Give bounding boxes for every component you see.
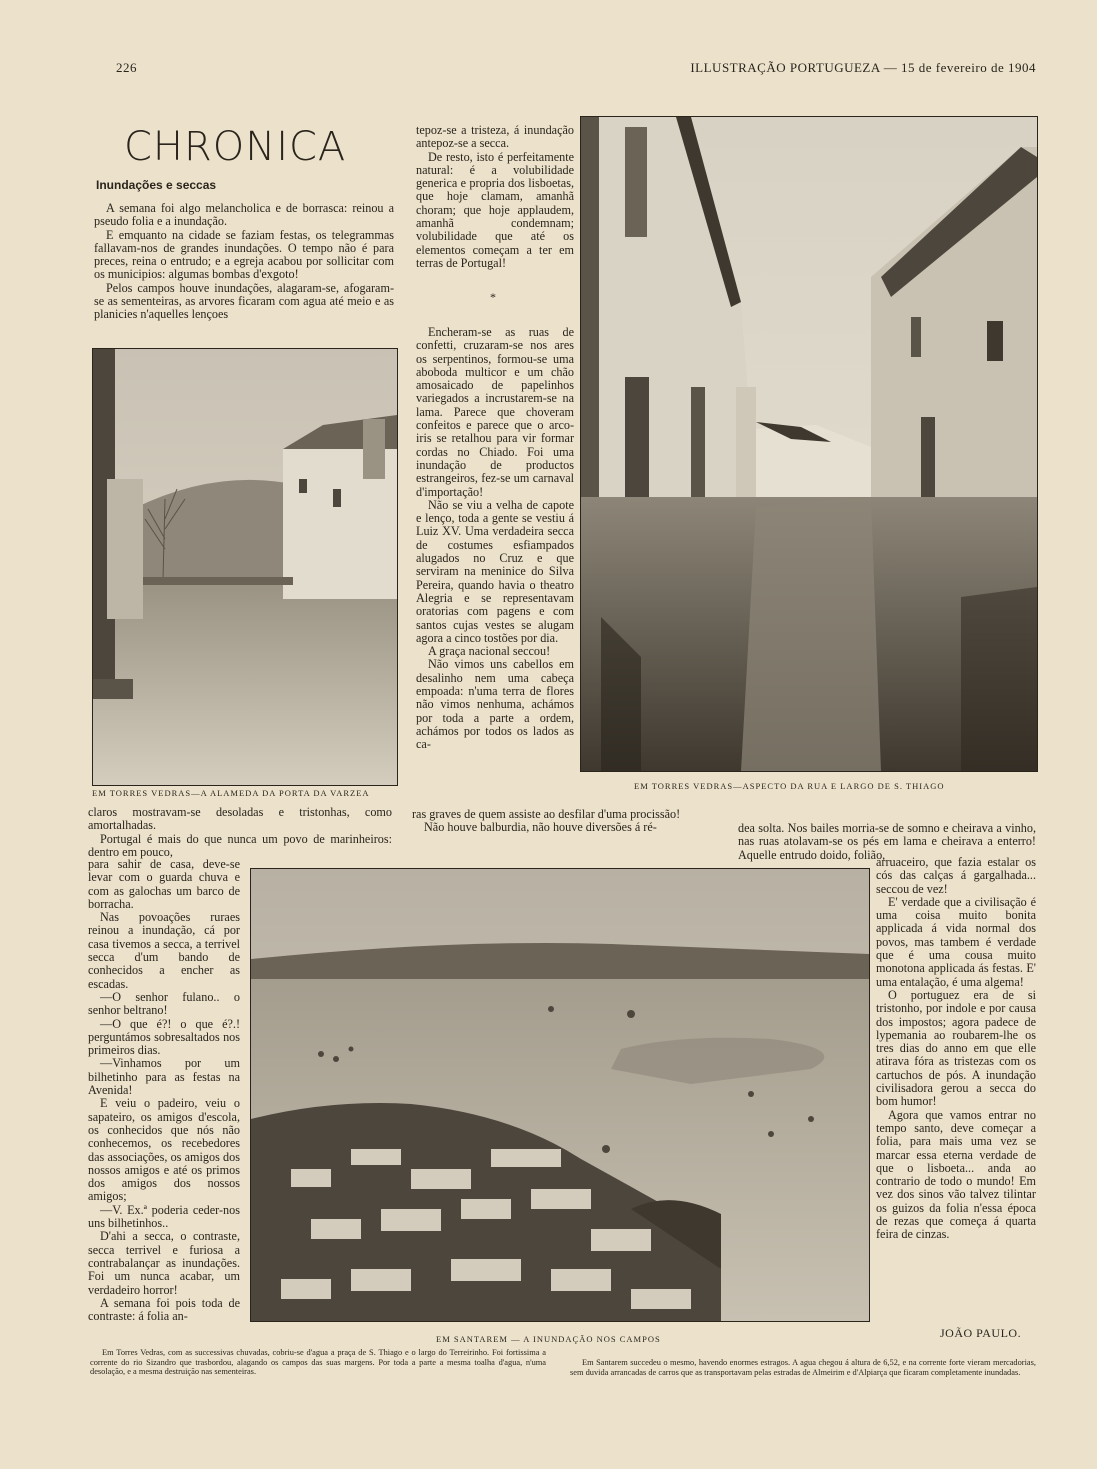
column-2-top	[416, 124, 574, 270]
footnote-right	[570, 1358, 1036, 1377]
paragraph: A semana foi algo melancholica e de borrasca: reinou a pseudo folia e a inundação.	[94, 201, 394, 229]
paragraph: arruaceiro, que fazia estalar os cós das calças á gargalhada... seccou de vez!	[876, 855, 1036, 896]
paragraph: Não houve balburdia, não houve diversões á ré-	[424, 820, 657, 835]
paragraph: —O que é?! o que é?.! perguntámos sobresaltados nos primeiros dias.	[88, 1016, 240, 1058]
column-3-narrow	[876, 856, 1036, 1242]
footnote-text: Em Torres Vedras, com as successivas chuvadas, cobriu-se d'agua a praça de S. Thiago e o largo do Terreirinho. Foi fortissima a corrente do rio Sizandro que trasbordou, alagando os campos das suas margens. Por toda a parte a mesma toalha d'agua, n'uma desolação, e a mesma destruição nas sementeiras.	[90, 1348, 546, 1377]
column-2-middle	[416, 326, 574, 752]
column-1-continued	[88, 806, 392, 859]
footnote-left	[90, 1348, 546, 1377]
photo-2-caption: EM TORRES VEDRAS—ASPECTO DA RUA E LARGO DE S. THIAGO	[634, 781, 945, 791]
paragraph: A semana foi pois toda de contraste: á folia an-	[88, 1295, 240, 1324]
paragraph: Nas povoações ruraes reinou a inundação, cá por casa tivemos a secca, a terrivel secca d'um bando de conhecidos a encher as escadas.	[88, 910, 240, 991]
paragraph: Portugal é mais do que nunca um povo de marinheiros: dentro em pouco,	[88, 831, 392, 859]
paragraph: dea solta. Nos bailes morria-se de somno e cheirava a vinho, nas ruas atolavam-se os pés em lama e cheirava a enterro! Aquelle entrudo doido, folião,	[738, 821, 1036, 862]
footnote-text: Em Santarem succedeu o mesmo, havendo enormes estragos. A agua chegou á altura de 6,52, e na corrente forte vieram mercadorias, sem duvida arrancadas de carros que as transportavam pelas estradas de Almeirim e d'Alpiarça que ficaram completamente inundadas.	[570, 1358, 1036, 1377]
paragraph: O portuguez era de si tristonho, por indole e por causa dos impostos; agora padece de lypemania ao roubarem-lhe os tres dias do anno em que elle atirava fóra as tristezas com os cartuchos de pós. A inundação civilisadora gerou a secca do bom humor!	[876, 987, 1036, 1109]
photo-torres-vedras-alameda	[92, 348, 398, 786]
paragraph: Pelos campos houve inundações, alagaram-se, afogaram-se as sementeiras, as arvores ficaram com agua até meio e as planicies n'aquelles lençoes	[94, 280, 394, 322]
column-1-top	[94, 202, 394, 322]
paragraph: ras graves de quem assiste ao desfilar d'uma procissão!	[412, 807, 681, 821]
running-header: ILLUSTRAÇÃO PORTUGUEZA — 15 de fevereiro de 1904	[690, 60, 1036, 75]
article-title: CHRONICA	[124, 124, 347, 170]
photo-1-caption: EM TORRES VEDRAS—A ALAMEDA DA PORTA DA VARZEA	[92, 788, 370, 798]
column-1-narrow	[88, 858, 240, 1323]
paragraph: —V. Ex.ª poderia ceder-nos uns bilhetinhos..	[88, 1202, 240, 1231]
paragraph: para sahir de casa, deve-se levar com o guarda chuva e com as galochas um barco de borracha.	[88, 857, 240, 911]
paragraph: tepoz-se a tristeza, á inundação antepoz-se a secca.	[416, 123, 574, 151]
photo-3-caption: EM SANTAREM — A INUNDAÇÃO NOS CAMPOS	[436, 1334, 661, 1344]
section-asterisk: *	[490, 290, 496, 304]
photo-santarem-inundacao	[250, 868, 870, 1322]
paragraph: E' verdade que a civilisação é uma coisa muito bonita applicada á vida normal dos povos, mas tambem é verdade que é uma cousa muito monotona applicada ás festas. E' uma entalação, é uma algema!	[876, 894, 1036, 989]
paragraph: —O senhor fulano.. o senhor beltrano!	[88, 989, 240, 1018]
paragraph: E veiu o padeiro, veiu o sapateiro, os amigos d'escola, os conhecidos que nós não conhecemos, os recebedores das associações, os amigos dos nossos amigos e até os primos dos amigos dos nossos amigos;	[88, 1096, 240, 1204]
article-subtitle: Inundações e seccas	[96, 178, 217, 192]
paragraph: —Vinhamos por um bilhetinho para as festas na Avenida!	[88, 1056, 240, 1098]
paragraph: D'ahi a secca, o contraste, secca terrivel e furiosa a contrabalançar as inundações. Foi um nunca acabar, um verdadeiro horror!	[88, 1229, 240, 1297]
paragraph: De resto, isto é perfeitamente natural: é a volubilidade generica e propria dos lisboetas, que hoje clamam, amanhã choram; que hoje applaudem, amanhã condemnam; volubilidade que até os elementos começam a ter em terras de Portugal!	[416, 149, 574, 270]
paragraph: claros mostravam-se desoladas e tristonhas, como amortalhadas.	[88, 805, 392, 833]
page-number: 226	[116, 60, 137, 75]
paragraph: Agora que vamos entrar no tempo santo, deve começar a folia, para mais uma vez se marcar essa eterna verdade de que o lisboeta... anda ao contrario de todo o mundo! Em vez dos sinos vão talvez tilintar os guizos da folia n'essa época de rezas que começa á quarta feira de cinzas.	[876, 1107, 1036, 1242]
column-2-wide	[412, 808, 732, 835]
author-signature: JOÃO PAULO.	[940, 1326, 1022, 1340]
photo-torres-vedras-rua	[580, 116, 1038, 772]
paragraph: Encheram-se as ruas de confetti, cruzaram-se nos ares os serpentinos, formou-se uma aboboda multicor e um chão amosaicado de papelinhos variegados a incrustarem-se na lama. Parece que choveram confeitos e parece que o arco-iris se retalhou para vir formar cordas no Chiado. Foi uma inundação de productos estrangeiros, fez-se um carnaval d'importação!	[416, 325, 574, 499]
paragraph: Não se viu a velha de capote e lenço, toda a gente se vestiu á Luiz XV. Uma verdadeira secca de costumes esfiampados alugados no Cruz e que serviram na meninice do Silva Pereira, quando havia o theatro Alegria e se representavam oratorias com pagens e com santos cujas vestes se alugam agora a cinco tostões por dia.	[416, 497, 574, 645]
paragraph: Não vimos uns cabellos em desalinho nem uma cabeça empoada: n'uma terra de flores não vimos nenhuma, achámos por toda a parte a ordem, achámos por todos os lados as ca-	[416, 657, 574, 752]
paragraph: E emquanto na cidade se faziam festas, os telegrammas fallavam-nos de grandes inundações. O tempo não é para preces, reina o entrudo; e a egreja acabou por sollicitar com os municipios: algumas bombas d'exgoto!	[94, 227, 394, 282]
paragraph: A graça nacional seccou!	[428, 644, 551, 659]
